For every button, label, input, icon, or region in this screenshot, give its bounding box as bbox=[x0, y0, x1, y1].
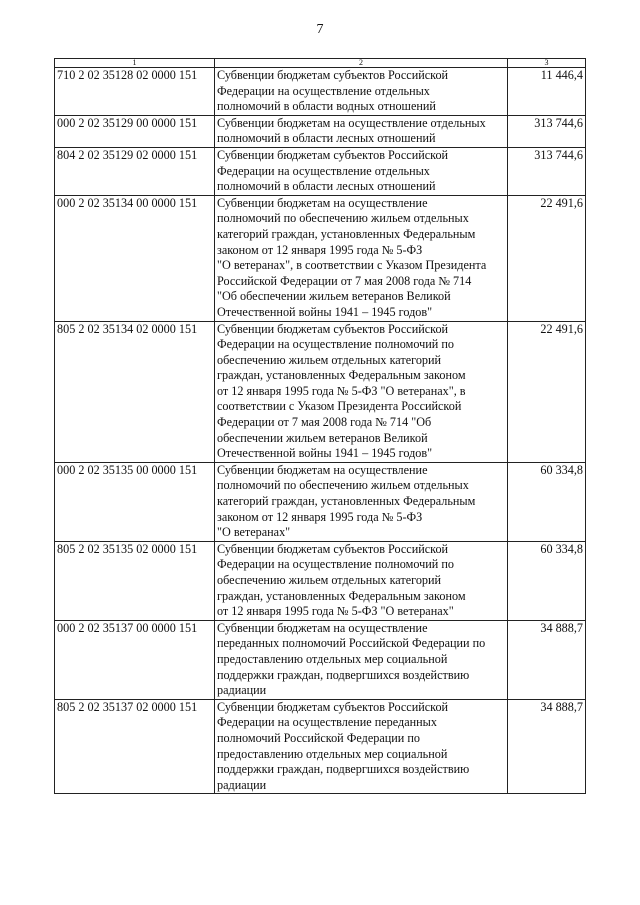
table-row bbox=[55, 541, 586, 620]
description-line: радиации bbox=[217, 777, 267, 792]
description-line: полномочий в области лесных отношений bbox=[217, 131, 436, 146]
description-cell bbox=[215, 147, 508, 195]
budget-code-cell: 804 2 02 35129 02 0000 151 bbox=[55, 147, 215, 195]
page-number: 7 bbox=[316, 22, 324, 37]
description-line: обеспечению жильем отдельных категорий bbox=[217, 352, 442, 367]
amount-cell: 22 491,6 bbox=[508, 321, 586, 462]
column-header-amount: 3 bbox=[508, 59, 586, 68]
budget-code-cell: 710 2 02 35128 02 0000 151 bbox=[55, 68, 215, 116]
table-row bbox=[55, 699, 586, 794]
description-line: Отечественной войны 1941 – 1945 годов" bbox=[217, 304, 433, 319]
table-row bbox=[55, 147, 586, 195]
table-row bbox=[55, 620, 586, 699]
budget-code-cell: 805 2 02 35134 02 0000 151 bbox=[55, 321, 215, 462]
budget-code-cell: 000 2 02 35134 00 0000 151 bbox=[55, 195, 215, 321]
description-line: законом от 12 января 1995 года № 5-ФЗ bbox=[217, 242, 423, 257]
description-cell bbox=[215, 541, 508, 620]
description-line: полномочий по обеспечению жильем отдельных bbox=[217, 211, 469, 226]
description-line: Субвенции бюджетам на осуществление отдельных bbox=[217, 115, 486, 130]
description-line: граждан, установленных Федеральным законом bbox=[217, 588, 466, 603]
amount-cell: 313 744,6 bbox=[508, 115, 586, 147]
table-header bbox=[55, 59, 586, 68]
amount-cell: 11 446,4 bbox=[508, 68, 586, 116]
description-line: категорий граждан, установленных Федеральным bbox=[217, 226, 476, 241]
description-line: полномочий Российской Федерации по bbox=[217, 730, 420, 745]
description-cell bbox=[215, 462, 508, 541]
description-line: Субвенции бюджетам на осуществление bbox=[217, 195, 428, 210]
description-cell bbox=[215, 321, 508, 462]
table-row bbox=[55, 115, 586, 147]
column-header-description: 2 bbox=[215, 59, 508, 68]
budget-code-cell: 805 2 02 35135 02 0000 151 bbox=[55, 541, 215, 620]
description-line: Федерации на осуществление переданных bbox=[217, 715, 437, 730]
description-line: граждан, установленных Федеральным законом bbox=[217, 368, 466, 383]
table-row bbox=[55, 462, 586, 541]
description-line: обеспечению жильем отдельных категорий bbox=[217, 573, 442, 587]
amount-cell: 313 744,6 bbox=[508, 147, 586, 195]
budget-code-cell: 000 2 02 35135 00 0000 151 bbox=[55, 462, 215, 541]
description-line: переданных полномочий Российской Федерации по bbox=[217, 636, 486, 651]
description-line: предоставлению отдельных мер социальной bbox=[217, 651, 448, 666]
description-line: предоставлению отдельных мер социальной bbox=[217, 746, 448, 761]
description-cell bbox=[215, 68, 508, 116]
column-header-code: 1 bbox=[55, 59, 215, 68]
description-line: обеспечении жильем ветеранов Великой bbox=[217, 430, 428, 445]
budget-code-cell: 000 2 02 35129 00 0000 151 bbox=[55, 115, 215, 147]
description-line: "О ветеранах", в соответствии с Указом Президента bbox=[217, 258, 487, 273]
budget-code-cell: 805 2 02 35137 02 0000 151 bbox=[55, 699, 215, 794]
budget-table bbox=[54, 58, 586, 794]
description-line: поддержки граждан, подвергшихся воздействию bbox=[217, 762, 470, 777]
description-line: полномочий по обеспечению жильем отдельных bbox=[217, 478, 469, 493]
description-line: законом от 12 января 1995 года № 5-ФЗ bbox=[217, 509, 423, 524]
description-line: Отечественной войны 1941 – 1945 годов" bbox=[217, 446, 433, 461]
amount-cell: 60 334,8 bbox=[508, 462, 586, 541]
table-body bbox=[55, 68, 586, 794]
description-line: полномочий в области лесных отношений bbox=[217, 179, 436, 194]
description-line: Субвенции бюджетам на осуществление bbox=[217, 620, 428, 635]
description-line: радиации bbox=[217, 683, 267, 698]
amount-cell: 60 334,8 bbox=[508, 541, 586, 620]
description-line: "О ветеранах" bbox=[217, 525, 291, 540]
table-row bbox=[55, 68, 586, 116]
description-line: Субвенции бюджетам субъектов Российской bbox=[217, 699, 449, 714]
description-line: поддержки граждан, подвергшихся воздействию bbox=[217, 667, 470, 682]
description-line: Субвенции бюджетам субъектов Российской bbox=[217, 147, 449, 162]
description-line: Субвенции бюджетам на осуществление bbox=[217, 462, 428, 477]
description-cell bbox=[215, 195, 508, 321]
description-cell bbox=[215, 115, 508, 147]
description-line: соответствии с Указом Президента Российской bbox=[217, 399, 462, 414]
description-line: Федерации на осуществление полномочий по bbox=[217, 337, 454, 352]
amount-cell: 34 888,7 bbox=[508, 699, 586, 794]
description-line: категорий граждан, установленных Федеральным bbox=[217, 494, 476, 509]
description-line: Субвенции бюджетам субъектов Российской bbox=[217, 541, 449, 556]
description-line: Федерации на осуществление полномочий по bbox=[217, 557, 454, 572]
description-line: Федерации на осуществление отдельных bbox=[217, 83, 430, 98]
description-line: от 12 января 1995 года № 5-ФЗ "О ветеранах", в bbox=[217, 383, 466, 398]
description-line: Федерации от 7 мая 2008 года № 714 "Об bbox=[217, 415, 432, 430]
description-line: Федерации на осуществление отдельных bbox=[217, 163, 430, 178]
description-line: Субвенции бюджетам субъектов Российской bbox=[217, 321, 449, 336]
description-line: "Об обеспечении жильем ветеранов Великой bbox=[217, 289, 451, 304]
table-row bbox=[55, 195, 586, 321]
amount-cell: 34 888,7 bbox=[508, 620, 586, 699]
description-cell bbox=[215, 620, 508, 699]
description-line: полномочий в области водных отношений bbox=[217, 99, 436, 114]
description-line: Российской Федерации от 7 мая 2008 года № 714 bbox=[217, 273, 472, 288]
amount-cell: 22 491,6 bbox=[508, 195, 586, 321]
description-line: Субвенции бюджетам субъектов Российской bbox=[217, 68, 449, 82]
budget-code-cell: 000 2 02 35137 00 0000 151 bbox=[55, 620, 215, 699]
table-row bbox=[55, 321, 586, 462]
description-line: от 12 января 1995 года № 5-ФЗ "О ветеранах" bbox=[217, 604, 454, 619]
description-cell bbox=[215, 699, 508, 794]
